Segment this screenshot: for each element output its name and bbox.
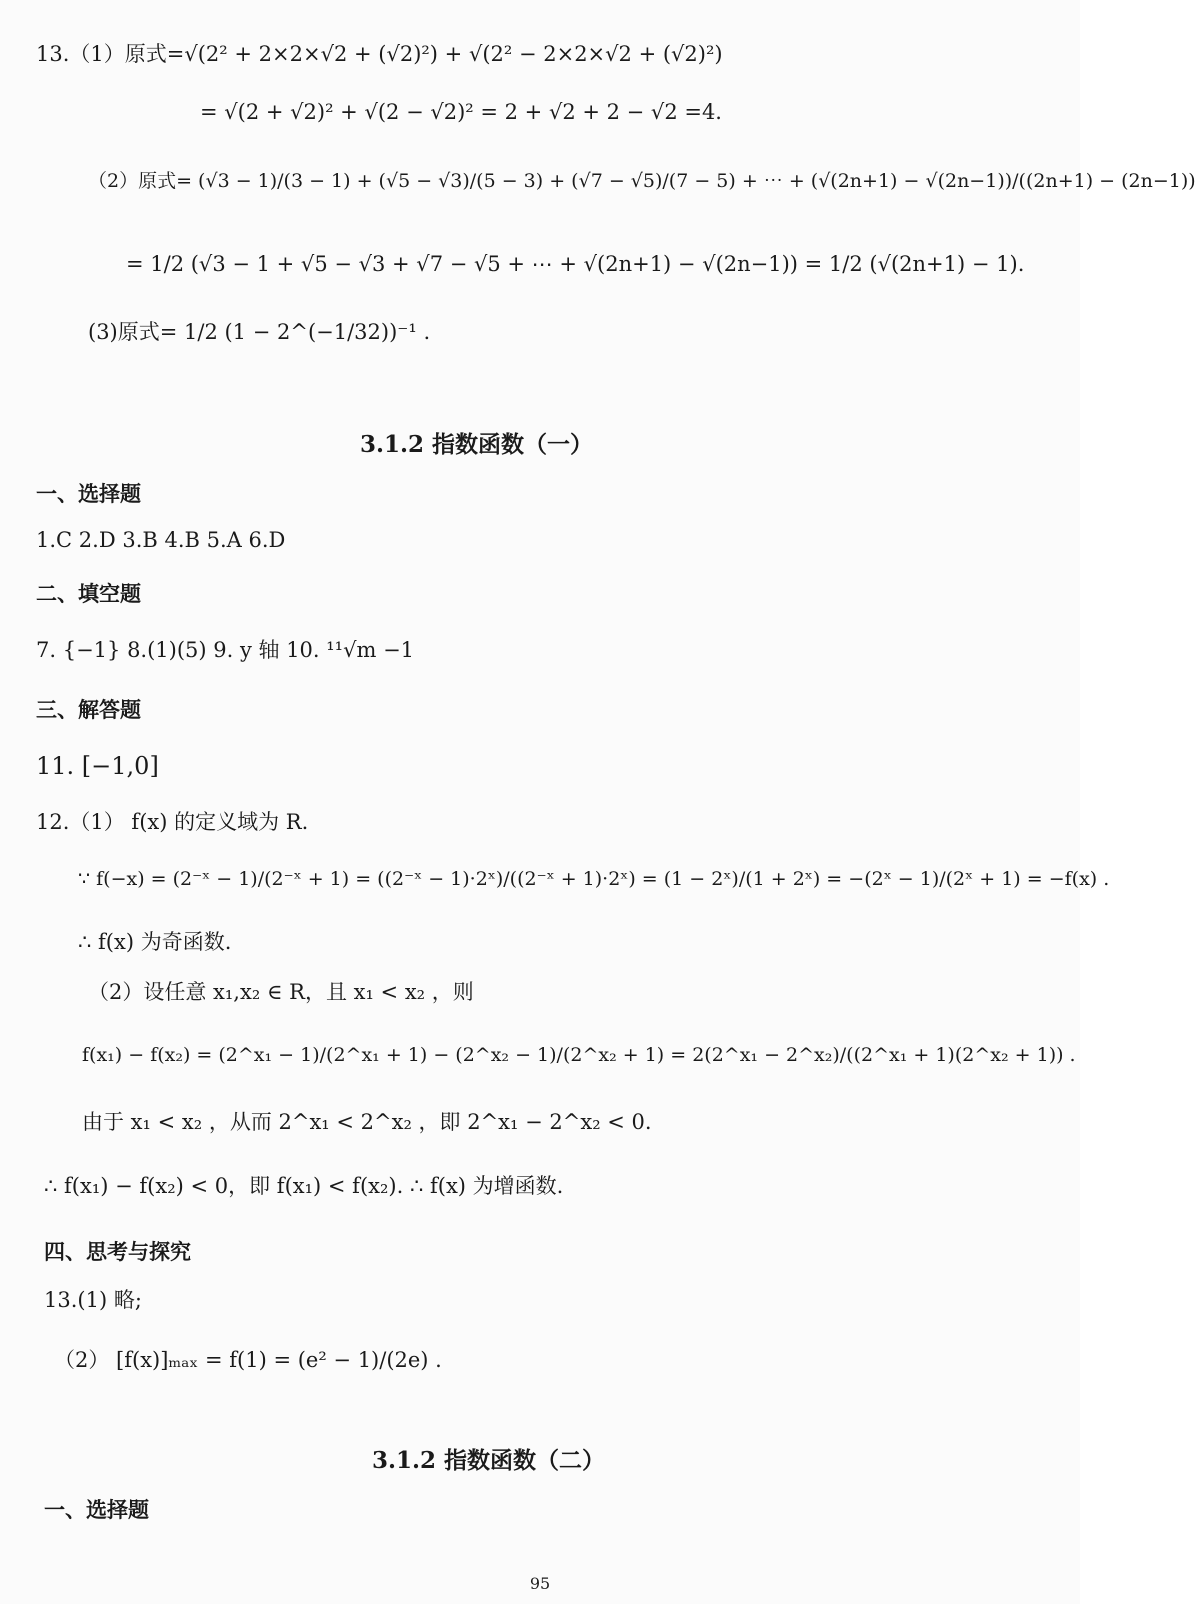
page-number: 95 xyxy=(529,1574,551,1593)
section-explore: 四、思考与探究 xyxy=(44,1239,191,1264)
q12-difference: f(x₁) − f(x₂) = (2^x₁ − 1)/(2^x₁ + 1) − (2^x₂ − 1)/(2^x₂ + 1) = 2(2^x₁ − 2^x₂)/((2^x₁ + 1)(2^x₂ + 1)) . xyxy=(82,1044,1076,1066)
q11-answer: 11. [−1,0] xyxy=(36,752,159,780)
section-fill: 二、填空题 xyxy=(36,581,141,606)
section-title-1: 3.1.2 指数函数（一） xyxy=(360,431,594,458)
q13b-part1: 13.(1) 略; xyxy=(44,1288,142,1312)
q13b-part2: （2） [f(x)]ₘₐₓ = f(1) = (e² − 1)/(2e) . xyxy=(54,1348,442,1372)
choice-answers: 1.C 2.D 3.B 4.B 5.A 6.D xyxy=(36,528,286,552)
q12-therefore: ∴ f(x) 为奇函数. xyxy=(78,930,232,954)
q12-since: 由于 x₁ < x₂ ，从而 2^x₁ < 2^x₂ ，即 2^x₁ − 2^x₂ < 0. xyxy=(82,1110,652,1134)
section-choice-2: 一、选择题 xyxy=(44,1497,149,1522)
q12-part1: 12.（1） f(x) 的定义域为 R. xyxy=(36,810,309,834)
q13-part2-line1: （2）原式= (√3 − 1)/(3 − 1) + (√5 − √3)/(5 − 3) + (√7 − √5)/(7 − 5) + ⋯ + (√(2n+1) − √(2n−1))/((2n+1) − (2n−1)) xyxy=(88,170,1196,192)
q13-part2-line2: = 1/2 (√3 − 1 + √5 − √3 + √7 − √5 + ⋯ + √(2n+1) − √(2n−1)) = 1/2 (√(2n+1) − 1). xyxy=(126,252,1025,276)
fill-answers: 7. {−1} 8.(1)(5) 9. y 轴 10. ¹¹√m −1 xyxy=(36,638,415,662)
section-choice: 一、选择题 xyxy=(36,481,141,506)
q13-part1-line2: = √(2 + √2)² + √(2 − √2)² = 2 + √2 + 2 − √2 =4. xyxy=(200,100,722,124)
q13-part1-line1: 13.（1）原式=√(2² + 2×2×√2 + (√2)²) + √(2² − 2×2×√2 + (√2)²) xyxy=(36,42,723,66)
q13-part3: (3)原式= 1/2 (1 − 2^(−1/32))⁻¹ . xyxy=(88,320,431,344)
q12-conclusion: ∴ f(x₁) − f(x₂) < 0，即 f(x₁) < f(x₂). ∴ f(x) 为增函数. xyxy=(44,1174,564,1198)
q12-part2: （2）设任意 x₁,x₂ ∈ R，且 x₁ < x₂ ，则 xyxy=(88,980,474,1004)
section-title-2: 3.1.2 指数函数（二） xyxy=(372,1447,606,1474)
section-solve: 三、解答题 xyxy=(36,697,141,722)
q12-because: ∵ f(−x) = (2⁻ˣ − 1)/(2⁻ˣ + 1) = ((2⁻ˣ − 1)·2ˣ)/((2⁻ˣ + 1)·2ˣ) = (1 − 2ˣ)/(1 + 2ˣ) = −(2ˣ − 1)/(2ˣ + 1) = −f(x) . xyxy=(78,868,1110,890)
